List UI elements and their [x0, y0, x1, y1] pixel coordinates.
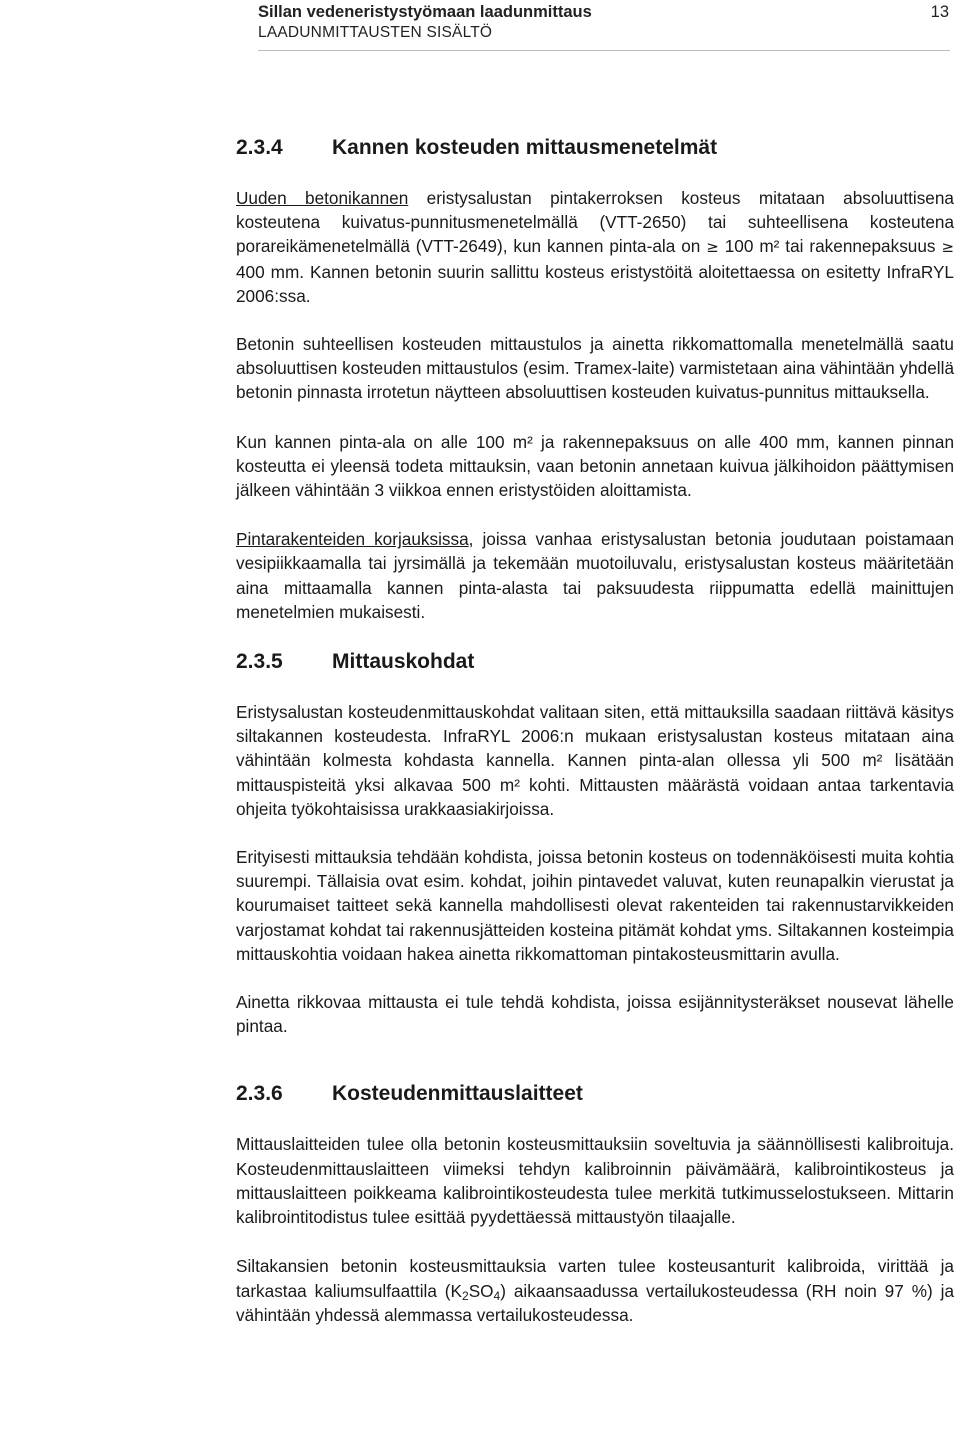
- section-number: 2.3.5: [236, 650, 283, 674]
- paragraph: Erityisesti mittauksia tehdään kohdista, joissa betonin kosteus on todennäköisesti muita kohtia suurempi. Tällaisia ovat esim. kohdat, joihin pintavedet valuvat, kuten reunapalkin vierustat ja kourumaiset taitteet sekä kannella mahdollisesti olevat rakenteiden tai rakennustarvikkeiden varjostamat kohdat tai rakennusjätteiden kosteina pitämät kohdat yms. Siltakannen kosteimpia mittauskohtia voidaan hakea ainetta rikkomattoman pintakosteusmittarin avulla.: [236, 847, 954, 964]
- paragraph: Mittauslaitteiden tulee olla betonin kosteusmittauksiin soveltuvia ja säännöllisesti kalibroituja. Kosteudenmittauslaitteen viimeksi tehdyn kalibroinnin päivämäärä, kalibrointikosteus ja mittauslaitteen poikkeama kalibrointikosteudesta tulee merkitä tutkimusselostukseen. Mittarin kalibrointitodistus tulee esittää pyydettäessä mittaustyön tilaajalle.: [236, 1134, 954, 1228]
- paragraph: Eristysalustan kosteudenmittauskohdat valitaan siten, että mittauksilla saadaan riittävä käsitys siltakannen kosteudesta. InfraRYL 2006:n mukaan eristysalustan kosteus mitataan aina vähintään kolmesta kohdasta kannella. Kannen pinta-alan ollessa yli 500 m² lisätään mittauspisteitä yksi alkavaa 500 m² kohti. Mittausten määrästä voidaan antaa tarkentavia ohjeita työkohtaisissa urakkaasiakirjoissa.: [236, 702, 954, 819]
- section-title: Mittauskohdat: [332, 650, 475, 674]
- paragraph-text: 400 mm. Kannen betonin suurin sallittu kosteus eristystöitä aloitettaessa on esitetty InfraRYL 2006:ssa.: [236, 261, 954, 306]
- paragraph-text: Siltakansien betonin kosteusmittauksia varten tulee kosteusanturit kalibroida, virittää ja tarkastaa kaliumsulfaattila (K: [236, 1256, 954, 1301]
- underlined-term: Uuden betonikannen: [236, 188, 409, 208]
- paragraph: [236, 186, 954, 308]
- paragraph-text: ) aikaansaadussa vertailukosteudessa (RH noin 97 %) ja vähintään yhdessä alemmassa vertailukosteudessa.: [236, 1280, 955, 1325]
- paragraph: Betonin suhteellisen kosteuden mittaustulos ja ainetta rikkomattomalla menetelmällä saatu absoluuttisen kosteuden mittaustulos (esim. Tramex-laite) varmistetaan aina vähintään yhdellä betonin pinnasta irrotetun näytteen absoluuttisen kosteuden kuivatus-punnitus mittauksella.: [236, 334, 954, 403]
- header-divider: [258, 50, 950, 51]
- paragraph: [236, 527, 954, 624]
- greater-equal-symbol: ≥: [706, 238, 719, 257]
- paragraph-text: , joissa vanhaa eristysalustan betonia joudutaan poistamaan vesipiikkaamalla tai jyrsimällä ja tekemään muotoiluvalu, eristysalustan kosteus määritetään aina mittaamalla kannen pinta-alasta tai paksuudesta riippumatta edellä mainittujen menetelmien mukaisesti.: [236, 529, 954, 622]
- section-heading-2-3-6: [236, 1080, 954, 1108]
- paragraph-text: eristysalustan pintakerroksen kosteus mitataan absoluuttisena kosteutena kuivatus-punnitusmenetelmällä (VTT-2650) tai suhteellisena kosteutena porareikämenetelmällä (VTT-2649), kun kannen pinta-ala on: [236, 188, 954, 257]
- page-number: 13: [930, 3, 949, 21]
- subscript: 4: [493, 1288, 501, 1303]
- section-heading-2-3-4: [236, 134, 954, 162]
- greater-equal-symbol: ≥: [941, 238, 955, 257]
- underlined-term: Pintarakenteiden korjauksissa: [236, 529, 469, 550]
- section-heading-2-3-5: [236, 648, 954, 676]
- page-body: [236, 134, 954, 1327]
- chapter-title: LAADUNMITTAUSTEN SISÄLTÖ: [258, 24, 493, 41]
- paragraph: Ainetta rikkovaa mittausta ei tule tehdä kohdista, joissa esijännitysteräkset nousevat lähelle pintaa.: [236, 992, 954, 1037]
- section-title: Kosteudenmittauslaitteet: [332, 1082, 583, 1106]
- paragraph-text: 100 m² tai rakennepaksuus: [718, 236, 942, 257]
- paragraph: Kun kannen pinta-ala on alle 100 m² ja rakennepaksuus on alle 400 mm, kannen pinnan kosteutta ei yleensä todeta mittauksin, vaan betonin annetaan kuivua jälkihoidon päättymisen jälkeen vähintään 3 viikkoa ennen eristystöiden aloittamista.: [236, 431, 954, 501]
- document-title: Sillan vedeneristystyömaan laadunmittaus: [258, 3, 592, 21]
- section-title: Kannen kosteuden mittausmenetelmät: [332, 136, 718, 159]
- section-number: 2.3.4: [236, 136, 283, 159]
- subscript: 2: [462, 1288, 469, 1303]
- section-number: 2.3.6: [236, 1082, 283, 1106]
- paragraph-text: SO: [468, 1280, 494, 1301]
- paragraph: [236, 1254, 954, 1327]
- page-header: [258, 0, 960, 52]
